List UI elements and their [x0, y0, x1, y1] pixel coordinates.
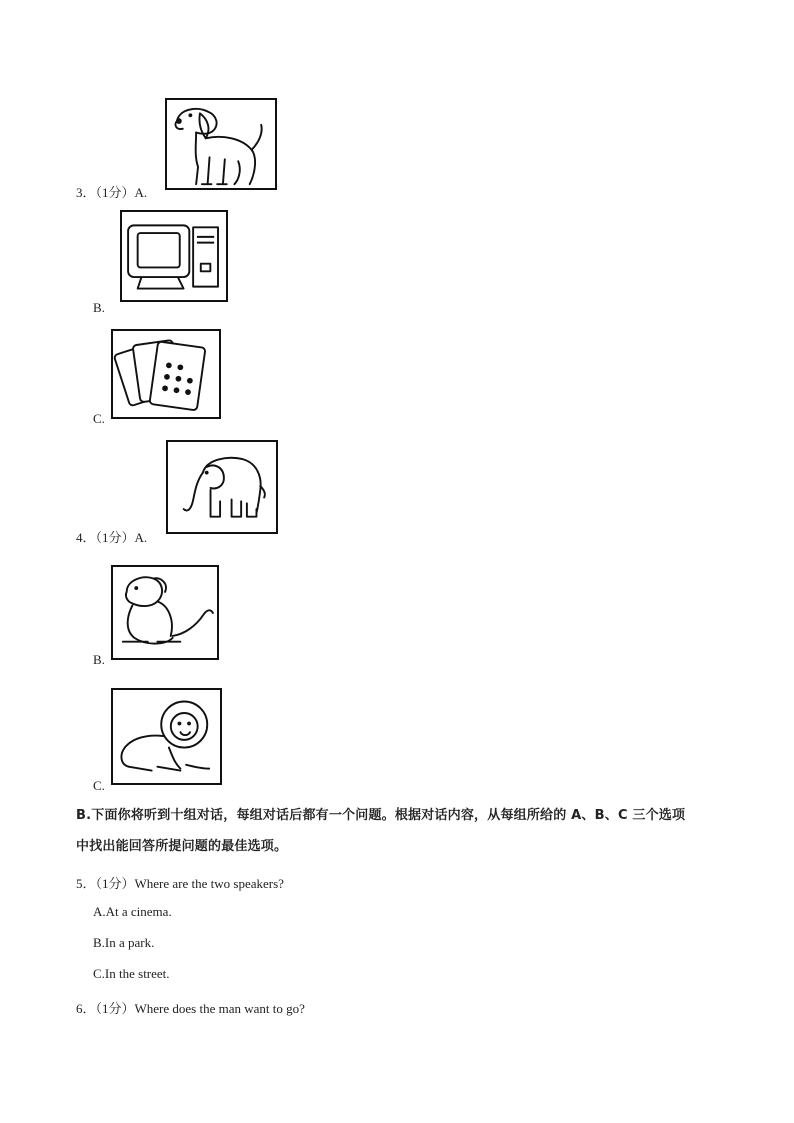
question-5-option-a: A.At a cinema.: [93, 904, 172, 919]
playing-cards-icon: [113, 331, 219, 417]
question-5-option-c: C.In the street.: [93, 966, 170, 981]
computer-picture: [120, 210, 228, 302]
playing-cards-picture: [111, 329, 221, 419]
monkey-icon: [113, 567, 217, 658]
question-3-label: 3．（1分）A.: [76, 185, 148, 200]
computer-icon: [122, 212, 226, 300]
dog-picture: [165, 98, 277, 190]
section-b-instructions: [76, 800, 736, 862]
question-5-text: 5．（1分）Where are the two speakers?: [76, 876, 284, 891]
elephant-picture: [166, 440, 278, 534]
lion-picture: [111, 688, 222, 785]
dog-icon: [167, 100, 275, 188]
lion-icon: [113, 690, 220, 783]
monkey-picture: [111, 565, 219, 660]
question-4-option-c-label: C.: [93, 778, 105, 793]
section-b-line-1: B.下面你将听到十组对话，每组对话后都有一个问题。根据对话内容，从每组所给的 A、B、C 三个选项: [76, 808, 686, 823]
question-3-option-c-label: C.: [93, 411, 105, 426]
question-6-text: 6．（1分）Where does the man want to go?: [76, 1001, 305, 1016]
question-5-option-b: B.In a park.: [93, 935, 155, 950]
question-4-label: 4．（1分）A.: [76, 530, 148, 545]
section-b-line-2: 中找出能回答所提问题的最佳选项。: [76, 839, 288, 854]
question-3-option-b-label: B.: [93, 300, 105, 315]
question-4-option-b-label: B.: [93, 652, 105, 667]
elephant-icon: [168, 442, 276, 532]
